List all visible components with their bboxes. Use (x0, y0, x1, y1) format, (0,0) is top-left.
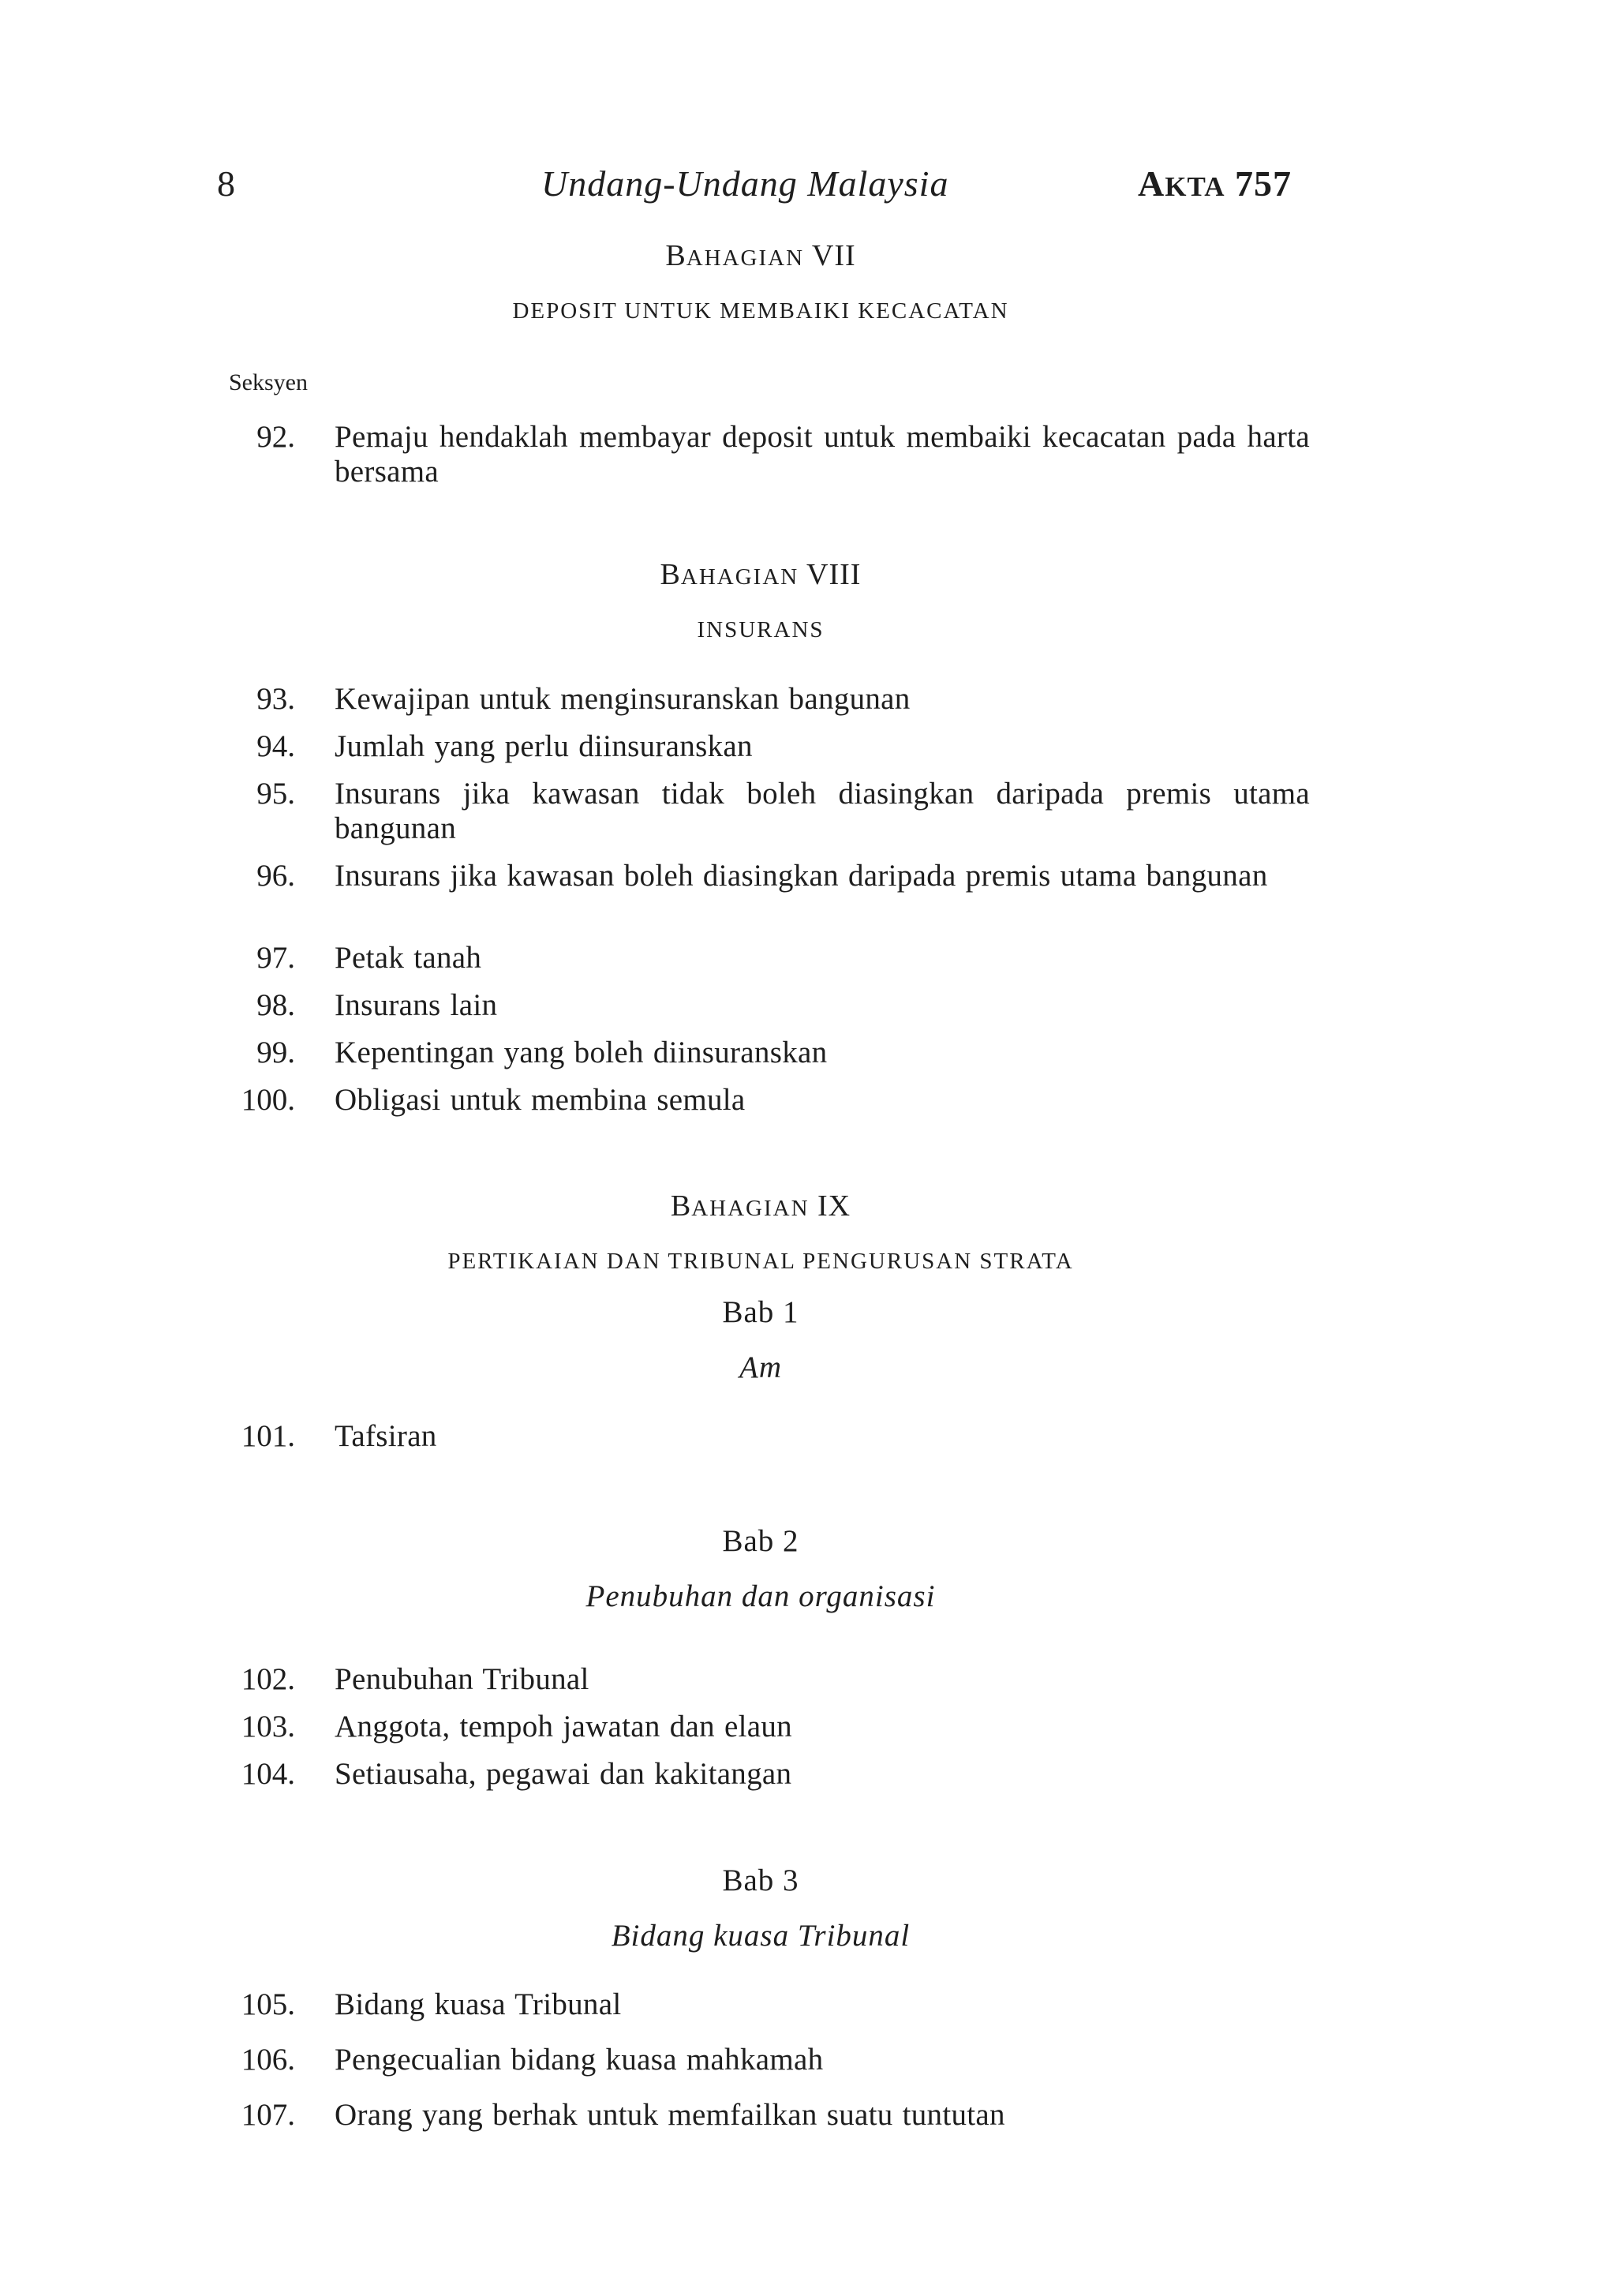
part-heading (221, 238, 1300, 273)
header-title: Undang-Undang Malaysia (541, 163, 949, 204)
section-title: Insurans lain (335, 988, 498, 1022)
section-number: 104. (241, 1757, 295, 1791)
section-number: 98. (256, 988, 295, 1022)
act-reference (1138, 156, 1292, 215)
part-label-initial: B (665, 239, 686, 272)
section-number: 99. (256, 1036, 295, 1069)
section-number: 92. (256, 420, 295, 454)
part-label-initial: B (670, 1189, 692, 1223)
section-number: 95. (256, 777, 295, 811)
act-number: 757 (1234, 163, 1292, 204)
part-subtitle: INSURANS (697, 617, 825, 642)
section-title: Insurans jika kawasan tidak boleh diasingkan daripada premis utama bangunan (335, 777, 1310, 845)
section-title: Obligasi untuk membina semula (335, 1083, 746, 1117)
chapter-title: Penubuhan dan organisasi (585, 1579, 936, 1613)
section-title: Kepentingan yang boleh diinsuranskan (335, 1036, 828, 1069)
act-label-rest: KTA (1165, 171, 1225, 202)
chapter-label: Bab 3 (722, 1863, 799, 1897)
part-subtitle: PERTIKAIAN DAN TRIBUNAL PENGURUSAN STRATA (447, 1249, 1074, 1274)
part-heading (221, 557, 1300, 592)
section-number: 100. (241, 1083, 295, 1117)
section-title: Penubuhan Tribunal (335, 1662, 589, 1696)
part-label-rest: AHAGIAN (686, 245, 805, 271)
section-title: Pengecualian bidang kuasa mahkamah (335, 2043, 824, 2077)
part-heading (221, 1189, 1300, 1223)
section-title: Kewajipan untuk menginsuranskan bangunan (335, 682, 911, 716)
chapter-label: Bab 1 (722, 1295, 799, 1329)
part-subtitle: DEPOSIT UNTUK MEMBAIKI KECACATAN (512, 298, 1009, 324)
section-title: Pemaju hendaklah membayar deposit untuk membaiki kecacatan pada harta bersama (335, 420, 1310, 489)
section-number: 94. (256, 729, 295, 763)
part-numeral: VIII (806, 558, 862, 591)
section-number: 96. (256, 859, 295, 893)
part-numeral: VII (811, 239, 856, 272)
section-number: 97. (256, 941, 295, 975)
section-title: Insurans jika kawasan boleh diasingkan daripada premis utama bangunan (335, 859, 1268, 893)
section-number: 107. (241, 2098, 295, 2132)
part-numeral: IX (817, 1189, 851, 1223)
chapter-title: Am (739, 1350, 782, 1384)
section-title: Bidang kuasa Tribunal (335, 1987, 622, 2021)
running-header (0, 156, 1616, 212)
section-title: Setiausaha, pegawai dan kakitangan (335, 1757, 792, 1791)
section-number: 103. (241, 1710, 295, 1744)
section-title: Orang yang berhak untuk memfailkan suatu tuntutan (335, 2098, 1005, 2132)
chapter-title: Bidang kuasa Tribunal (611, 1919, 911, 1953)
section-title: Jumlah yang perlu diinsuranskan (335, 729, 753, 763)
part-label-rest: AHAGIAN (680, 564, 799, 590)
section-number: 93. (256, 682, 295, 716)
section-number: 102. (241, 1662, 295, 1696)
section-title: Petak tanah (335, 941, 482, 975)
part-label-initial: B (660, 558, 681, 591)
section-title: Tafsiran (335, 1419, 437, 1453)
page-number: 8 (217, 163, 235, 204)
chapter-label: Bab 2 (722, 1524, 799, 1558)
section-number: 106. (241, 2043, 295, 2077)
section-number: 105. (241, 1987, 295, 2021)
part-label-rest: AHAGIAN (691, 1196, 810, 1221)
seksyen-label: Seksyen (229, 369, 308, 395)
act-label-initial: A (1138, 163, 1165, 204)
section-title: Anggota, tempoh jawatan dan elaun (335, 1710, 792, 1744)
section-number: 101. (241, 1419, 295, 1453)
